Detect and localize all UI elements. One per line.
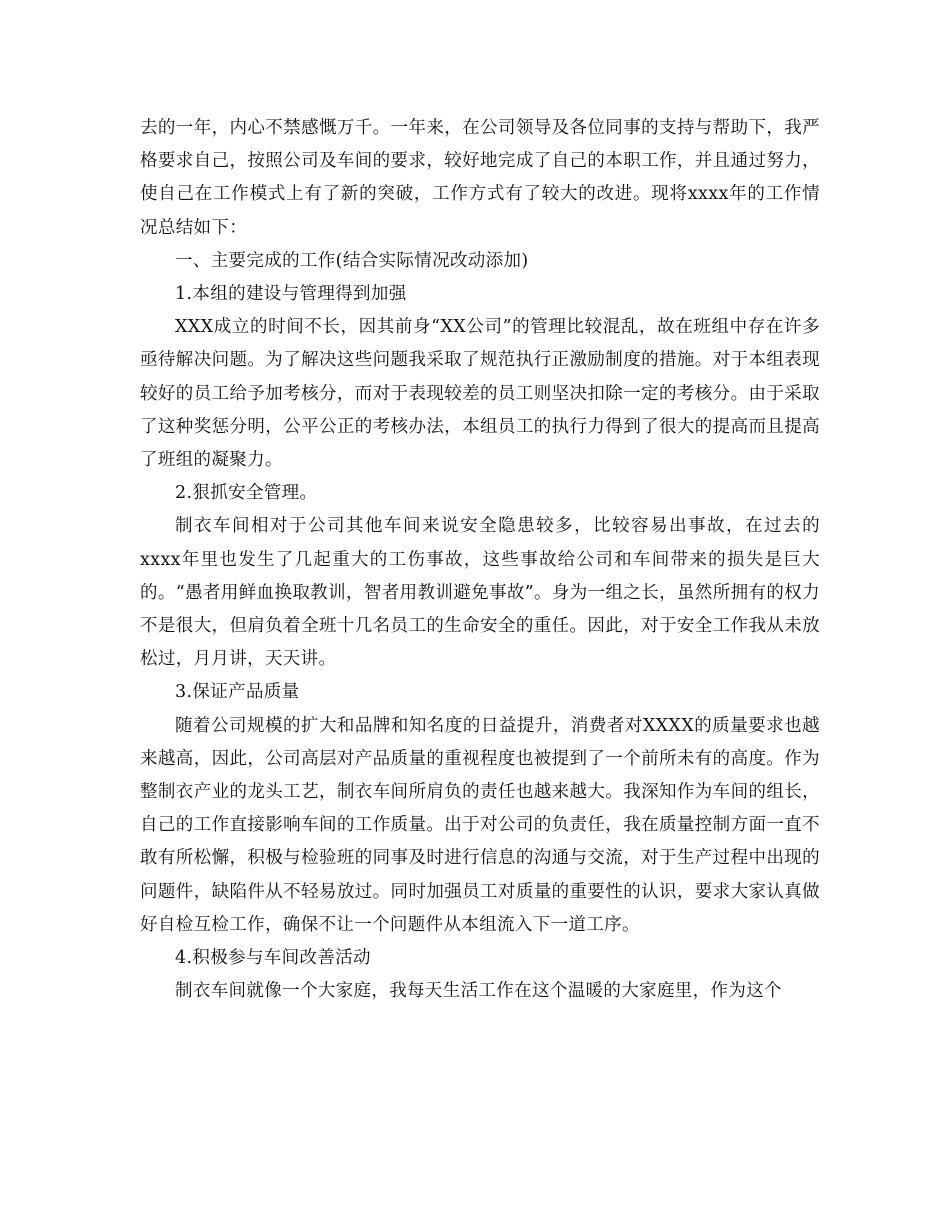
paragraph-team-building: XXX成立的时间不长，因其前身“XX公司”的管理比较混乱，故在班组中存在许多亟待解决问题。为了解决这些问题我采取了规范执行正激励制度的措施。对于本组表现较好的员工给予加考核分，而对于表现较差的员工则坚决扣除一定的考核分。由于采取了这种奖惩分明，公平公正的考核办法，本组员工的执行力得到了很大的提高而且提高了班组的凝聚力。 [140, 317, 820, 471]
subheading-improvement: 4.积极参与车间改善活动 [175, 948, 371, 969]
paragraph-quality: 随着公司规模的扩大和品牌和知名度的日益提升，消费者对XXXX的质量要求也越来越高，因此，公司高层对产品质量的重视程度也被提到了一个前所未有的高度。作为整制衣产业的龙头工艺，制衣车间所肩负的责任也越来越大。我深知作为车间的组长，自己的工作直接影响车间的工作质量。出于对公司的负责任，我在质量控制方面一直不敢有所松懈，积极与检验班的同事及时进行信息的沟通与交流，对于生产过程中出现的问题件，缺陷件从不轻易放过。同时加强员工对质量的重要性的认识，要求大家认真做好自检互检工作，确保不让一个问题件从本组流入下一道工序。 [140, 715, 820, 935]
paragraph-improvement: 制衣车间就像一个大家庭，我每天生活工作在这个温暖的大家庭里，作为这个 [175, 981, 782, 1002]
subheading-safety: 2.狠抓安全管理。 [175, 483, 318, 504]
subheading-team-building: 1.本组的建设与管理得到加强 [175, 284, 407, 305]
paragraph-intro: 去的一年，内心不禁感慨万千。一年来，在公司领导及各位同事的支持与帮助下，我严格要求自己，按照公司及车间的要求，较好地完成了自己的本职工作，并且通过努力，使自己在工作模式上有了新的突破，工作方式有了较大的改进。现将xxxx年的工作情况总结如下： [140, 118, 820, 238]
section-heading-main-work: 一、主要完成的工作(结合实际情况改动添加) [175, 250, 529, 271]
paragraph-safety: 制衣车间相对于公司其他车间来说安全隐患较多，比较容易出事故，在过去的xxxx年里也发生了几起重大的工伤事故，这些事故给公司和车间带来的损失是巨大的。“愚者用鲜血换取教训，智者用教训避免事故”。身为一组之长，虽然所拥有的权力不是很大，但肩负着全班十几名员工的生命安全的重任。因此，对于安全工作我从未放松过，月月讲，天天讲。 [140, 516, 820, 670]
document-body [140, 112, 820, 1008]
subheading-quality: 3.保证产品质量 [175, 682, 300, 703]
